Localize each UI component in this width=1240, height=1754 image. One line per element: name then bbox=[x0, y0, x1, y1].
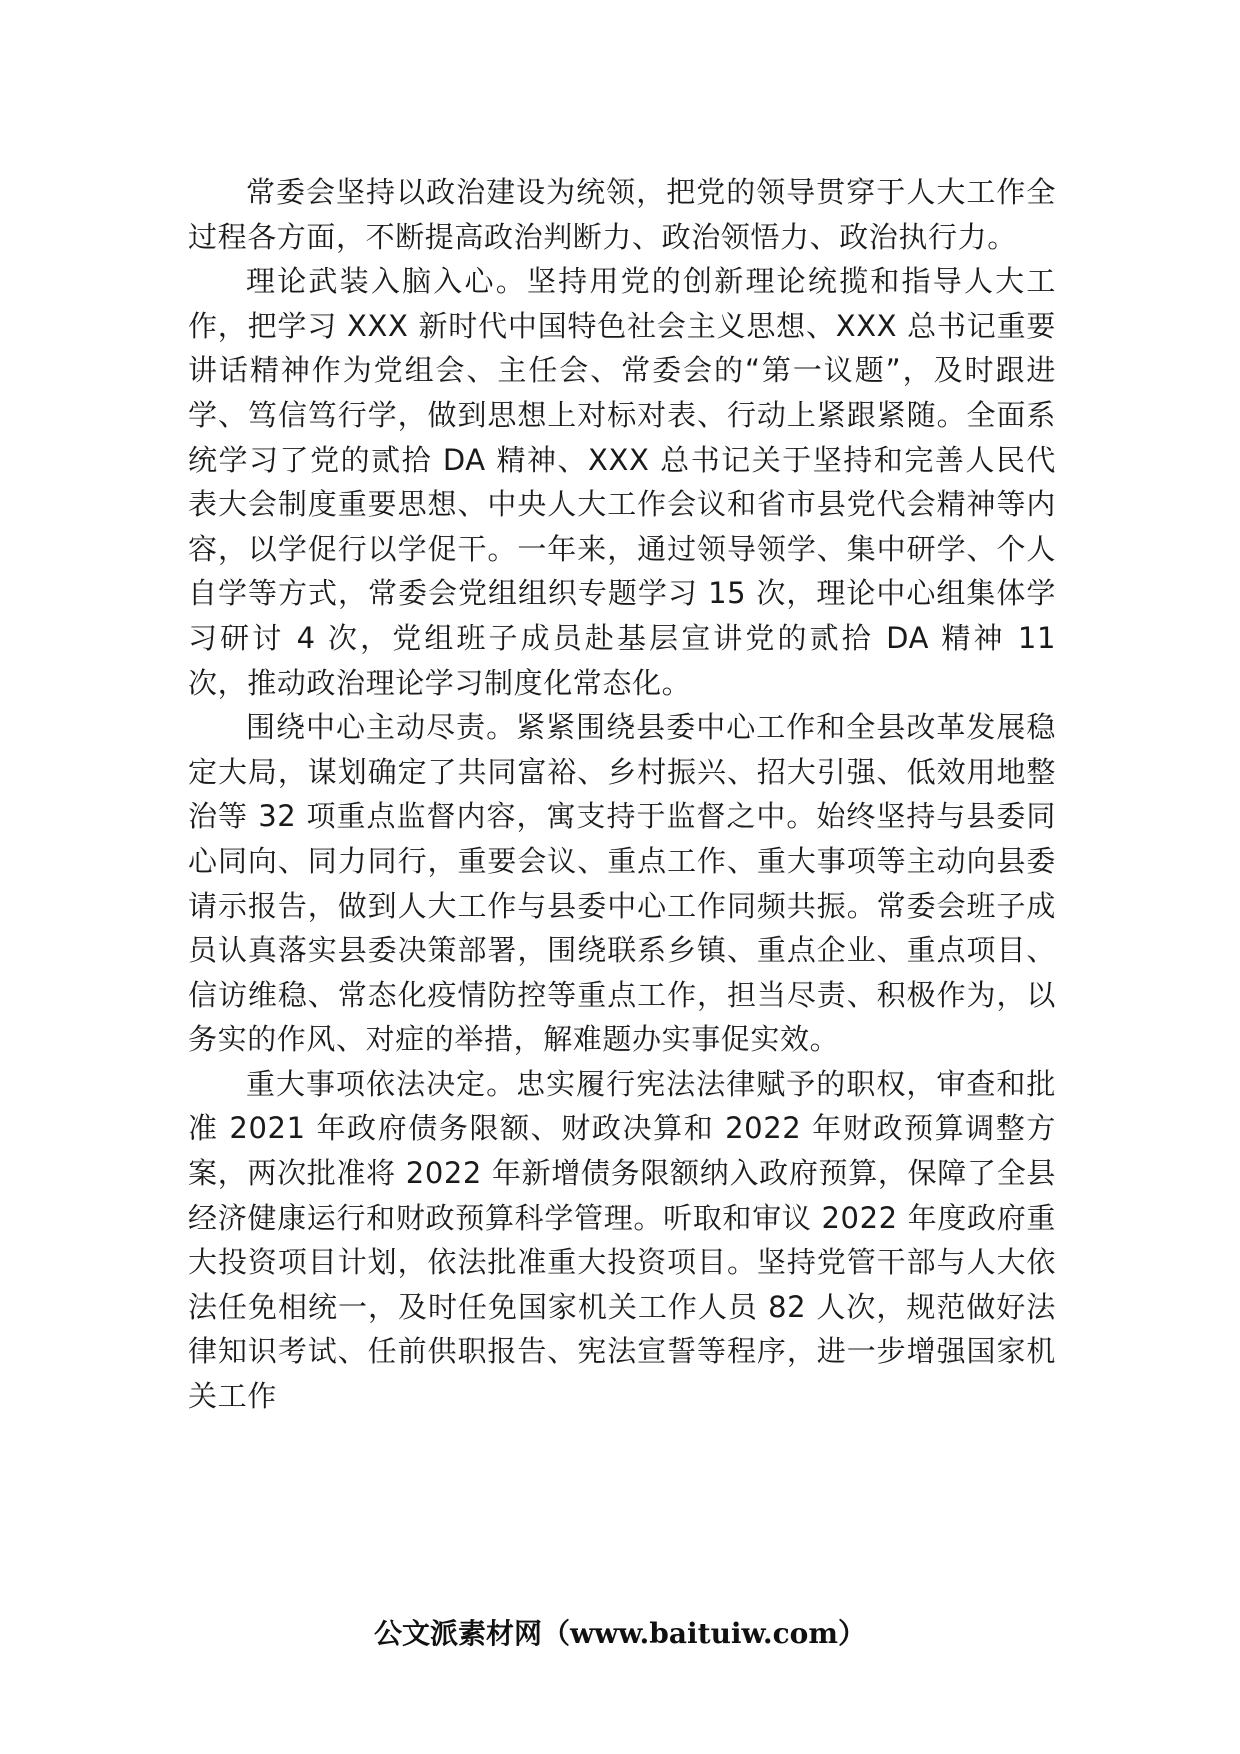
footer-watermark: 公文派素材网（www.baituiw.com） bbox=[374, 1617, 866, 1650]
paragraph-theory: 理论武装入脑入心。坚持用党的创新理论统揽和指导人大工作，把学习 XXX 新时代中国特色社会主义思想、XXX 总书记重要讲话精神作为党组会、主任会、常委会的“第一议题”，及时跟进学、笃信笃行学，做到思想上对标对表、行动上紧跟紧随。全面系统学习了党的贰拾 DA 精神、XXX 总书记关于坚持和完善人民代表大会制度重要思想、中央人大工作会议和省市县党代会精神等内容，以学促行以学促干。一年来，通过领导领学、集中研学、个人自学等方式，常委会党组组织专题学习 15 次，理论中心组集体学习研讨 4 次，党组班子成员赴基层宣讲党的贰拾 DA 精神 11 次，推动政治理论学习制度化常态化。 bbox=[188, 264, 1056, 700]
paragraph-major-matters: 重大事项依法决定。忠实履行宪法法律赋予的职权，审查和批准 2021 年政府债务限额、财政决算和 2022 年财政预算调整方案，两次批准将 2022 年新增债务限额纳入政府预算，保障了全县经济健康运行和财政预算科学管理。听取和审议 2022 年度政府重大投资项目计划，依法批准重大投资项目。坚持党管干部与人大依法任免相统一，及时任免国家机关工作人员 82 人次，规范做好法律知识考试、任前供职报告、宪法宣誓等程序，进一步增强国家机关工作 bbox=[188, 1066, 1056, 1414]
paragraph-center-work: 围绕中心主动尽责。紧紧围绕县委中心工作和全县改革发展稳定大局，谋划确定了共同富裕、乡村振兴、招大引强、低效用地整治等 32 项重点监督内容，寓支持于监督之中。始终坚持与县委同心同向、同力同行，重要会议、重点工作、重大事项等主动向县委请示报告，做到人大工作与县委中心工作同频共振。常委会班子成员认真落实县委决策部署，围绕联系乡镇、重点企业、重点项目、信访维稳、常态化疫情防控等重点工作，担当尽责、积极作为，以务实的作风、对症的举措，解难题办实事促实效。 bbox=[188, 710, 1056, 1057]
paragraph-intro: 常委会坚持以政治建设为统领，把党的领导贯穿于人大工作全过程各方面，不断提高政治判断力、政治领悟力、政治执行力。 bbox=[188, 175, 1056, 254]
document-body bbox=[188, 170, 1056, 1419]
